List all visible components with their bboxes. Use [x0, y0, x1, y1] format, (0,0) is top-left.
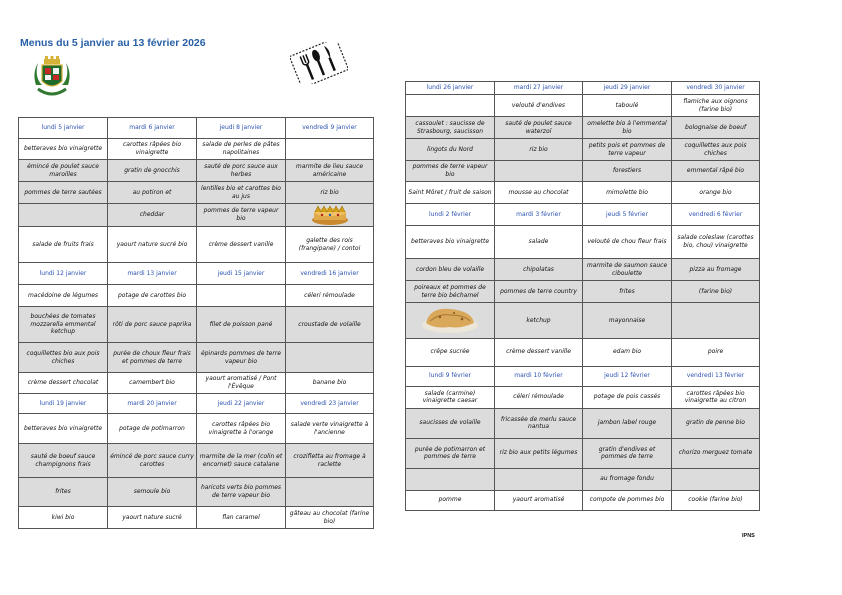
menu-row [406, 161, 760, 182]
menu-cell: cassoulet : saucisse de Strasbourg, saucisson [406, 117, 495, 139]
menu-row [406, 303, 760, 339]
menu-row [406, 468, 760, 490]
menu-cell [19, 204, 108, 227]
menu-cell: bouchées de tomates mozzarella emmental ketchup [19, 307, 108, 343]
menu-cell: orange bio [672, 182, 760, 204]
menu-cell: riz bio [286, 182, 374, 204]
menu-row [406, 490, 760, 510]
menu-cell: poire [672, 338, 760, 366]
menu-cell: céleri rémoulade [495, 386, 583, 408]
menu-cell: Saint Môret / fruit de saison [406, 182, 495, 204]
day-header: lundi 5 janvier [19, 118, 108, 139]
day-header: mardi 20 janvier [108, 394, 197, 414]
menu-cell: émincé de poulet sauce maroilles [19, 160, 108, 182]
menu-row [19, 373, 374, 394]
menu-cell: crêpe sucrée [406, 338, 495, 366]
menu-row [19, 343, 374, 373]
week-header-row [19, 394, 374, 414]
week-header-row [19, 263, 374, 285]
week-header-row [406, 204, 760, 226]
menu-cell: carottes râpées bio vinaigrette au citron [672, 386, 760, 408]
day-header: jeudi 29 janvier [583, 82, 672, 95]
menu-cell: edam bio [583, 338, 672, 366]
menu-cell: pommes de terre vapeur bio [406, 161, 495, 182]
galette-cake-icon [310, 204, 350, 226]
menu-cell: croustade de volaille [286, 307, 374, 343]
menu-cell: camembert bio [108, 373, 197, 394]
menu-cell: mimolette bio [583, 182, 672, 204]
menu-cell: crème dessert vanille [197, 227, 286, 263]
week-header-row [19, 118, 374, 139]
menu-row [19, 160, 374, 182]
day-header: mardi 6 janvier [108, 118, 197, 139]
menu-cell: rôti de porc sauce paprika [108, 307, 197, 343]
menu-cell: cordon bleu de volaille [406, 259, 495, 281]
menu-cell: pizza au fromage [672, 259, 760, 281]
menu-cell: mousse au chocolat [495, 182, 583, 204]
week-header-row [406, 82, 760, 95]
menu-cell: omelette bio à l'emmental bio [583, 117, 672, 139]
menu-cell [406, 303, 495, 339]
menu-cell: purée de choux fleur frais et pommes de terre [108, 343, 197, 373]
menu-cell: semoule bio [108, 478, 197, 507]
menu-cell: filet de poisson pané [197, 307, 286, 343]
day-header: jeudi 8 janvier [197, 118, 286, 139]
menu-cell: (farine bio) [672, 281, 760, 303]
menu-row [406, 408, 760, 438]
menu-cell: émincé de porc sauce curry carottes [108, 444, 197, 478]
menu-cell: coquillettes bio aux pois chiches [19, 343, 108, 373]
menu-cell: riz bio [495, 139, 583, 161]
menu-cell: frites [19, 478, 108, 507]
menu-table-left [18, 117, 374, 529]
menu-cell: haricots verts bio pommes de terre vapeur bio [197, 478, 286, 507]
menu-cell: marmite de lieu sauce américaine [286, 160, 374, 182]
menu-cell [286, 343, 374, 373]
menu-cell: yaourt aromatisé / Pont l'Évêque [197, 373, 286, 394]
menu-cell: lentilles bio et carottes bio au jus [197, 182, 286, 204]
menu-cell: épinards pommes de terre vapeur bio [197, 343, 286, 373]
menu-cell: taboulé [583, 95, 672, 117]
day-header: lundi 2 février [406, 204, 495, 226]
day-header: vendredi 16 janvier [286, 263, 374, 285]
menu-cell: mayonnaise [583, 303, 672, 339]
menu-cell [495, 161, 583, 182]
day-header: vendredi 30 janvier [672, 82, 760, 95]
menu-cell: salade de perles de pâtes napolitaines [197, 139, 286, 160]
menu-cell: potage de carottes bio [108, 285, 197, 307]
menu-row [406, 281, 760, 303]
menu-table-right [405, 81, 760, 511]
menu-row [19, 204, 374, 227]
menu-cell [495, 468, 583, 490]
menu-row [19, 507, 374, 529]
menu-cell: potage de potimarron [108, 414, 197, 444]
menu-cell: sauté de poulet sauce waterzoï [495, 117, 583, 139]
menu-cell: potage de pois cassés [583, 386, 672, 408]
page-title: Menus du 5 janvier au 13 février 2026 [20, 37, 206, 49]
menu-cell: coquillettes aux pois chiches [672, 139, 760, 161]
menu-cell [286, 139, 374, 160]
menu-cell: cheddar [108, 204, 197, 227]
menu-cell [197, 285, 286, 307]
menu-row [19, 285, 374, 307]
menu-cell: forestiers [583, 161, 672, 182]
menu-cell [672, 303, 760, 339]
menu-cell: betteraves bio vinaigrette [19, 414, 108, 444]
menu-row [406, 139, 760, 161]
day-header: vendredi 6 février [672, 204, 760, 226]
menu-row [406, 438, 760, 468]
menu-cell: banane bio [286, 373, 374, 394]
menu-row [406, 259, 760, 281]
day-header: jeudi 15 janvier [197, 263, 286, 285]
menu-cell: flamiche aux oignons (farine bio) [672, 95, 760, 117]
menu-row [19, 414, 374, 444]
menu-row [406, 95, 760, 117]
day-header: lundi 12 janvier [19, 263, 108, 285]
menu-cell: chipolatas [495, 259, 583, 281]
menu-cell: yaourt nature sucré bio [108, 227, 197, 263]
menu-cell: gâteau au chocolat (farine bio) [286, 507, 374, 529]
menu-cell: gratin d'endives et pommes de terre [583, 438, 672, 468]
menu-cell: macédoine de légumes [19, 285, 108, 307]
menu-row [406, 226, 760, 259]
menu-cell: betteraves bio vinaigrette [19, 139, 108, 160]
menu-cell: fricassée de merlu sauce nantua [495, 408, 583, 438]
day-header: vendredi 13 février [672, 366, 760, 386]
menu-row [19, 182, 374, 204]
footer-ipns: IPNS [742, 533, 755, 539]
menu-cell [286, 204, 374, 227]
menu-cell [672, 468, 760, 490]
menu-cell: salade de fruits frais [19, 227, 108, 263]
menu-cell [286, 478, 374, 507]
crepe-icon [420, 303, 480, 335]
menu-cell: bolognaise de boeuf [672, 117, 760, 139]
menu-cell: betteraves bio vinaigrette [406, 226, 495, 259]
day-header: mardi 13 janvier [108, 263, 197, 285]
town-crest-icon [30, 55, 74, 99]
menu-cell [406, 468, 495, 490]
menu-cell: frites [583, 281, 672, 303]
menu-cell: chorizo merguez tomate [672, 438, 760, 468]
menu-cell: pommes de terre country [495, 281, 583, 303]
menu-cell: riz bio aux petits légumes [495, 438, 583, 468]
day-header: vendredi 23 janvier [286, 394, 374, 414]
menu-row [19, 478, 374, 507]
day-header: jeudi 5 février [583, 204, 672, 226]
menu-row [19, 444, 374, 478]
menu-row [406, 182, 760, 204]
menu-cell: pommes de terre vapeur bio [197, 204, 286, 227]
day-header: mardi 10 février [495, 366, 583, 386]
menu-cell: velouté de chou fleur frais [583, 226, 672, 259]
menu-cell: yaourt nature sucré [108, 507, 197, 529]
menu-cell: velouté d'endives [495, 95, 583, 117]
menu-cell: salade [495, 226, 583, 259]
menu-cell: marmite de saumon sauce ciboulette [583, 259, 672, 281]
menu-cell: salade coleslaw (carottes bio, chou) vinaigrette [672, 226, 760, 259]
menu-cell: pomme [406, 490, 495, 510]
day-header: jeudi 12 février [583, 366, 672, 386]
menu-cell: sauté de porc sauce aux herbes [197, 160, 286, 182]
menu-cell: jambon label rouge [583, 408, 672, 438]
week-header-row [406, 366, 760, 386]
menu-cell: carottes râpées bio vinaigrette [108, 139, 197, 160]
menu-cell: purée de potimarron et pommes de terre [406, 438, 495, 468]
menu-cell: yaourt aromatisé [495, 490, 583, 510]
menu-cell: compote de pommes bio [583, 490, 672, 510]
menu-row [406, 338, 760, 366]
menu-cell: galette des rois (frangipane) / contoi [286, 227, 374, 263]
menu-row [406, 117, 760, 139]
menu-cell: crème dessert chocolat [19, 373, 108, 394]
day-header: lundi 19 janvier [19, 394, 108, 414]
menu-cell: salade (carmine) vinaigrette caesar [406, 386, 495, 408]
menu-cell: salade verte vinaigrette à l'ancienne [286, 414, 374, 444]
menu-cell: sauté de boeuf sauce champignons frais [19, 444, 108, 478]
menu-row [406, 386, 760, 408]
menu-cell: au potiron et [108, 182, 197, 204]
menu-cell: marmite de la mer (colin et encornet) sauce catalane [197, 444, 286, 478]
menu-cell: poireaux et pommes de terre bio béchamel [406, 281, 495, 303]
menu-cell [406, 95, 495, 117]
day-header: mardi 3 février [495, 204, 583, 226]
menu-cell: crème dessert vanille [495, 338, 583, 366]
day-header: vendredi 9 janvier [286, 118, 374, 139]
menu-cell: petits pois et pommes de terre vapeur [583, 139, 672, 161]
menu-cell: au fromage fondu [583, 468, 672, 490]
menu-row [19, 227, 374, 263]
menu-row [19, 139, 374, 160]
menu-cell: emmental râpé bio [672, 161, 760, 182]
menu-cell: céleri rémoulade [286, 285, 374, 307]
menu-cell: carottes râpées bio vinaigrette à l'orange [197, 414, 286, 444]
menu-cell: flan caramel [197, 507, 286, 529]
menu-cell: gratin de penne bio [672, 408, 760, 438]
day-header: lundi 9 février [406, 366, 495, 386]
menu-cell: ketchup [495, 303, 583, 339]
menu-cell: kiwi bio [19, 507, 108, 529]
menu-cell: crozifletta au fromage à raclette [286, 444, 374, 478]
day-header: mardi 27 janvier [495, 82, 583, 95]
menu-cell: gratin de gnocchis [108, 160, 197, 182]
menu-row [19, 307, 374, 343]
menu-cell: saucisses de volaille [406, 408, 495, 438]
day-header: lundi 26 janvier [406, 82, 495, 95]
menu-cell: pommes de terre sautées [19, 182, 108, 204]
menu-cell: lingots du Nord [406, 139, 495, 161]
menu-cell: cookie (farine bio) [672, 490, 760, 510]
cutlery-icon [290, 42, 348, 84]
day-header: jeudi 22 janvier [197, 394, 286, 414]
